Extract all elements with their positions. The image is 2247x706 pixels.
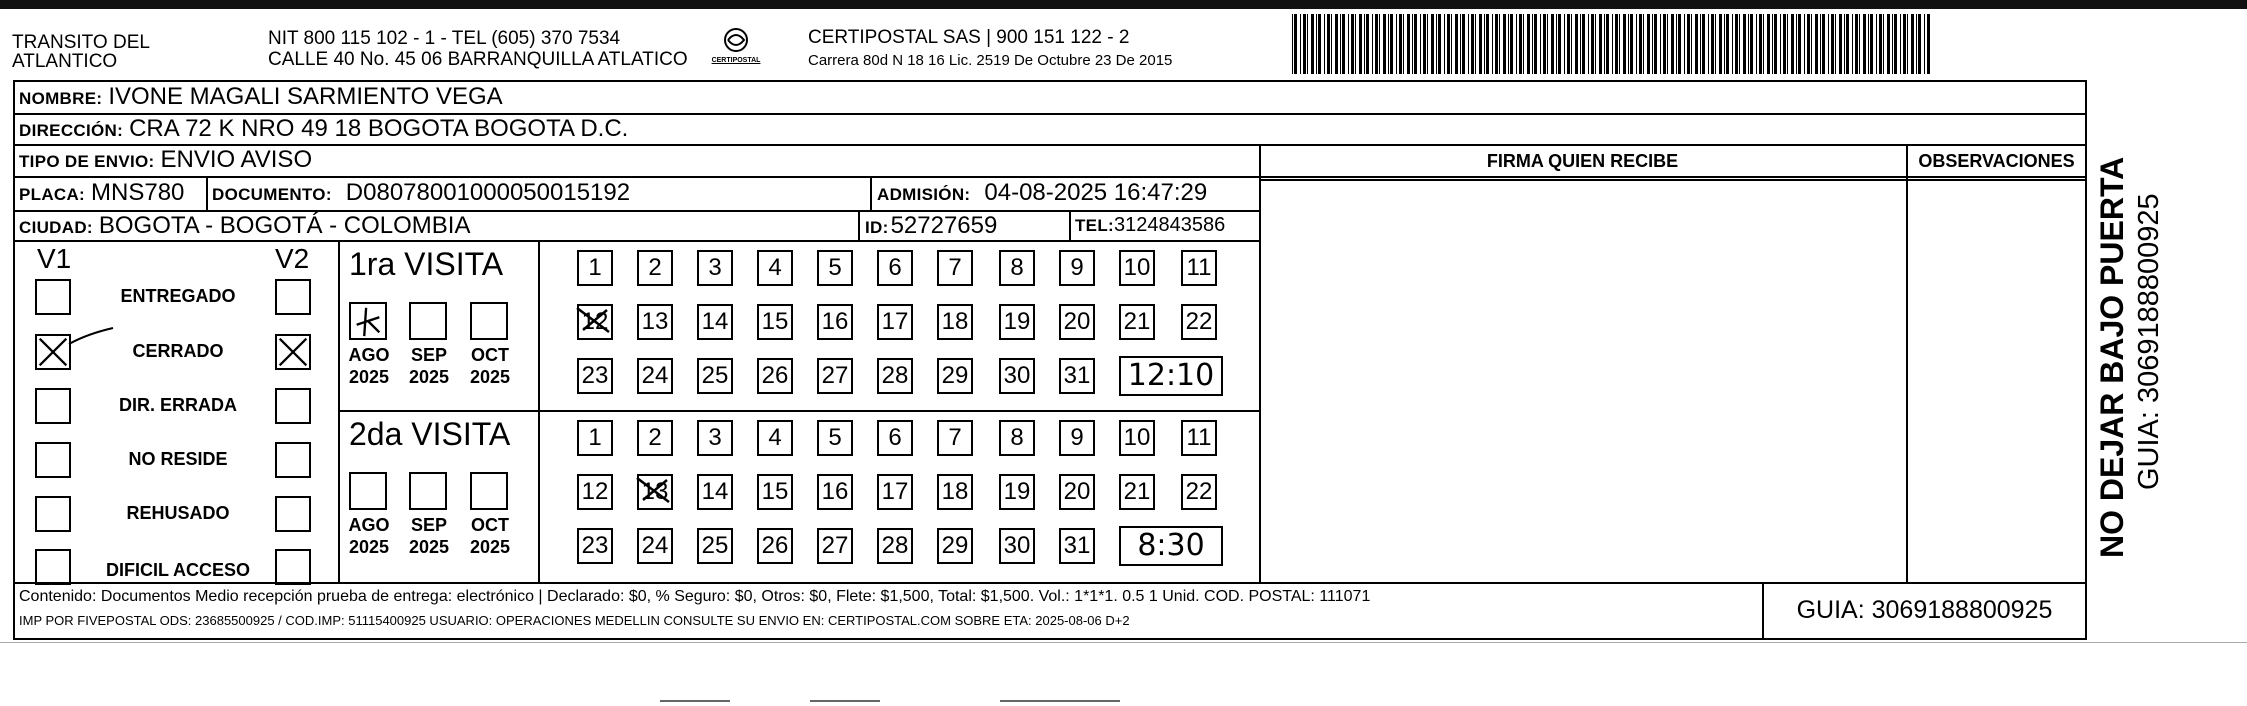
- day-box[interactable]: 12: [577, 474, 613, 510]
- side-guia: GUIA: 3069188800925: [2133, 193, 2165, 490]
- day-box[interactable]: 31: [1059, 358, 1095, 394]
- day-box[interactable]: 23: [577, 358, 613, 394]
- side-warning: NO DEJAR BAJO PUERTA: [2094, 156, 2130, 558]
- v1-checkbox[interactable]: [35, 549, 71, 585]
- v1-checkbox[interactable]: [35, 334, 71, 370]
- day-box[interactable]: 4: [757, 420, 793, 456]
- direccion-value: CRA 72 K NRO 49 18 BOGOTA BOGOTA D.C.: [129, 115, 629, 142]
- tipo-envio-label: TIPO DE ENVIO:: [19, 152, 155, 171]
- admision-label: ADMISIÓN:: [877, 185, 971, 204]
- day-box[interactable]: 18: [937, 474, 973, 510]
- footer-impresion: IMP POR FIVEPOSTAL ODS: 23685500925 / COD.IMP: 51115400925 USUARIO: OPERACIONES MEDELLIN CONSULTE SU ENVIO EN: CERTIPOSTAL.COM SOBRE ETA: 2025-08-06 D+2: [19, 613, 1130, 628]
- day-box[interactable]: 10: [1119, 250, 1155, 286]
- month-name: AGO: [348, 345, 390, 365]
- day-box[interactable]: 23: [577, 528, 613, 564]
- day-box[interactable]: 21: [1119, 304, 1155, 340]
- day-box[interactable]: 21: [1119, 474, 1155, 510]
- day-box[interactable]: 15: [757, 474, 793, 510]
- day-box[interactable]: 7: [937, 250, 973, 286]
- day-box[interactable]: 13: [637, 304, 673, 340]
- day-box[interactable]: 27: [817, 528, 853, 564]
- tipo-envio-value: ENVIO AVISO: [160, 146, 313, 173]
- month-label: [460, 514, 520, 558]
- nombre-label: NOMBRE:: [19, 89, 103, 108]
- day-box[interactable]: 27: [817, 358, 853, 394]
- status-label: NO RESIDE: [128, 449, 228, 469]
- month-checkbox[interactable]: [409, 302, 447, 340]
- day-box[interactable]: 26: [757, 358, 793, 394]
- v1-checkbox[interactable]: [35, 279, 71, 315]
- visit-time: 12:10: [1119, 356, 1223, 396]
- v2-checkbox[interactable]: [275, 334, 311, 370]
- month-name: AGO: [348, 515, 390, 535]
- sender-nit: NIT 800 115 102 - 1 - TEL (605) 370 7534: [268, 28, 621, 49]
- day-box[interactable]: 11: [1181, 250, 1217, 286]
- day-box[interactable]: 11: [1181, 420, 1217, 456]
- day-box[interactable]: 1: [577, 420, 613, 456]
- day-box[interactable]: 8: [999, 420, 1035, 456]
- nombre-value: IVONE MAGALI SARMIENTO VEGA: [108, 83, 503, 110]
- observaciones-header: OBSERVACIONES: [1918, 151, 2075, 171]
- tel-label: TEL:: [1075, 216, 1114, 235]
- direccion-label: DIRECCIÓN:: [19, 121, 124, 140]
- day-box[interactable]: 26: [757, 528, 793, 564]
- admision-value: 04-08-2025 16:47:29: [984, 179, 1208, 206]
- day-box[interactable]: 17: [877, 304, 913, 340]
- month-label: [399, 344, 459, 388]
- status-label: DIFICIL ACCESO: [105, 560, 250, 580]
- month-year: 2025: [348, 367, 390, 387]
- day-box[interactable]: 2: [637, 250, 673, 286]
- month-year: 2025: [408, 537, 450, 557]
- firma-header: FIRMA QUIEN RECIBE: [1486, 151, 1679, 171]
- tel-value: 3124843586: [1113, 214, 1226, 236]
- month-year: 2025: [348, 537, 390, 557]
- day-box[interactable]: 5: [817, 420, 853, 456]
- day-box[interactable]: 15: [757, 304, 793, 340]
- day-box[interactable]: 9: [1059, 420, 1095, 456]
- page-edge: [0, 642, 2247, 643]
- day-box[interactable]: 14: [697, 474, 733, 510]
- handwritten-day-mark: [633, 472, 673, 513]
- placa-label: PLACA:: [19, 185, 86, 204]
- v2-checkbox[interactable]: [275, 496, 311, 532]
- day-box[interactable]: 29: [937, 358, 973, 394]
- day-box[interactable]: 24: [637, 528, 673, 564]
- status-label: REHUSADO: [126, 503, 230, 523]
- day-box[interactable]: 9: [1059, 250, 1095, 286]
- day-box[interactable]: 20: [1059, 474, 1095, 510]
- month-checkbox[interactable]: [409, 472, 447, 510]
- v2-checkbox[interactable]: [275, 279, 311, 315]
- month-name: OCT: [471, 345, 509, 365]
- visit-title: 2da VISITA: [349, 416, 511, 452]
- day-box[interactable]: 12: [577, 304, 613, 340]
- month-year: 2025: [469, 367, 511, 387]
- v2-checkbox[interactable]: [275, 388, 311, 424]
- v1-checkbox[interactable]: [35, 496, 71, 532]
- day-box[interactable]: 25: [697, 528, 733, 564]
- carrier-address: Carrera 80d N 18 16 Lic. 2519 De Octubre 23 De 2015: [808, 52, 1173, 69]
- visit-title: 1ra VISITA: [349, 246, 504, 282]
- edge-mark: [1000, 700, 1120, 702]
- v1-header: V1: [37, 243, 72, 274]
- day-box[interactable]: 16: [817, 474, 853, 510]
- day-box[interactable]: 1: [577, 250, 613, 286]
- day-box[interactable]: 2: [637, 420, 673, 456]
- logo-text: CERTIPOSTAL: [711, 57, 761, 64]
- day-box[interactable]: 18: [937, 304, 973, 340]
- month-label: [339, 344, 399, 388]
- month-name: OCT: [471, 515, 509, 535]
- ciudad-value: BOGOTA - BOGOTÁ - COLOMBIA: [98, 212, 471, 239]
- day-box[interactable]: 30: [999, 528, 1035, 564]
- v1-checkbox[interactable]: [35, 388, 71, 424]
- day-box[interactable]: 20: [1059, 304, 1095, 340]
- day-box[interactable]: 3: [697, 420, 733, 456]
- day-box[interactable]: 30: [999, 358, 1035, 394]
- day-box[interactable]: 22: [1181, 304, 1217, 340]
- day-box[interactable]: 19: [999, 474, 1035, 510]
- barcode: [1292, 14, 1932, 74]
- certipostal-logo: [706, 24, 766, 70]
- day-box[interactable]: 4: [757, 250, 793, 286]
- day-box[interactable]: 22: [1181, 474, 1217, 510]
- edge-mark: [810, 700, 880, 702]
- footer-contenido: Contenido: Documentos Medio recepción prueba de entrega: electrónico | Declarado: $0, % Seguro: $0, Otros: $0, Flete: $1,500, Total: $1,500. Vol.: 1*1*1. 0.5 1 Unid. COD. POSTAL: 111071: [19, 588, 1371, 605]
- day-box[interactable]: 24: [637, 358, 673, 394]
- documento-label: DOCUMENTO:: [212, 185, 332, 204]
- placa-value: MNS780: [91, 179, 185, 206]
- month-label: [339, 514, 399, 558]
- status-label: DIR. ERRADA: [118, 395, 237, 415]
- visit-time: 8:30: [1119, 526, 1223, 566]
- month-checkbox[interactable]: [349, 302, 387, 340]
- day-box[interactable]: 17: [877, 474, 913, 510]
- sender-name-line2: ATLANTICO: [12, 51, 118, 72]
- month-label: [399, 514, 459, 558]
- carrier-name: CERTIPOSTAL SAS | 900 151 122 - 2: [808, 27, 1130, 48]
- day-box[interactable]: 6: [877, 250, 913, 286]
- day-box[interactable]: 13: [637, 474, 673, 510]
- status-label: ENTREGADO: [120, 286, 236, 306]
- month-year: 2025: [469, 537, 511, 557]
- day-box[interactable]: 14: [697, 304, 733, 340]
- delivery-form: [13, 80, 2087, 640]
- v2-header: V2: [275, 243, 310, 274]
- handwritten-day-mark: [573, 302, 613, 343]
- day-box[interactable]: 3: [697, 250, 733, 286]
- id-label: ID:: [865, 218, 889, 237]
- edge-mark: [660, 700, 730, 702]
- id-value: 52727659: [890, 212, 998, 239]
- v2-checkbox[interactable]: [275, 442, 311, 478]
- status-label: CERRADO: [132, 341, 224, 361]
- footer-guia: GUIA: 3069188800925: [1796, 596, 2053, 624]
- top-border: [0, 0, 2247, 9]
- month-checkbox[interactable]: [349, 472, 387, 510]
- day-box[interactable]: 28: [877, 358, 913, 394]
- day-box[interactable]: 28: [877, 528, 913, 564]
- month-name: SEP: [410, 515, 448, 535]
- day-box[interactable]: 25: [697, 358, 733, 394]
- v1-checkbox[interactable]: [35, 442, 71, 478]
- day-box[interactable]: 5: [817, 250, 853, 286]
- sender-address: CALLE 40 No. 45 06 BARRANQUILLA ATLATICO: [268, 49, 688, 70]
- month-name: SEP: [410, 345, 448, 365]
- day-box[interactable]: 7: [937, 420, 973, 456]
- documento-value: D08078001000050015192: [345, 179, 631, 206]
- day-box[interactable]: 19: [999, 304, 1035, 340]
- month-checkbox[interactable]: [470, 302, 508, 340]
- month-checkbox[interactable]: [470, 472, 508, 510]
- day-box[interactable]: 29: [937, 528, 973, 564]
- sender-name-line1: TRANSITO DEL: [12, 32, 150, 53]
- day-box[interactable]: 10: [1119, 420, 1155, 456]
- month-label: [460, 344, 520, 388]
- day-box[interactable]: 6: [877, 420, 913, 456]
- month-year: 2025: [408, 367, 450, 387]
- handwritten-stroke: [67, 326, 117, 351]
- day-box[interactable]: 8: [999, 250, 1035, 286]
- day-box[interactable]: 31: [1059, 528, 1095, 564]
- v2-checkbox[interactable]: [275, 549, 311, 585]
- ciudad-label: CIUDAD:: [19, 218, 93, 237]
- day-box[interactable]: 16: [817, 304, 853, 340]
